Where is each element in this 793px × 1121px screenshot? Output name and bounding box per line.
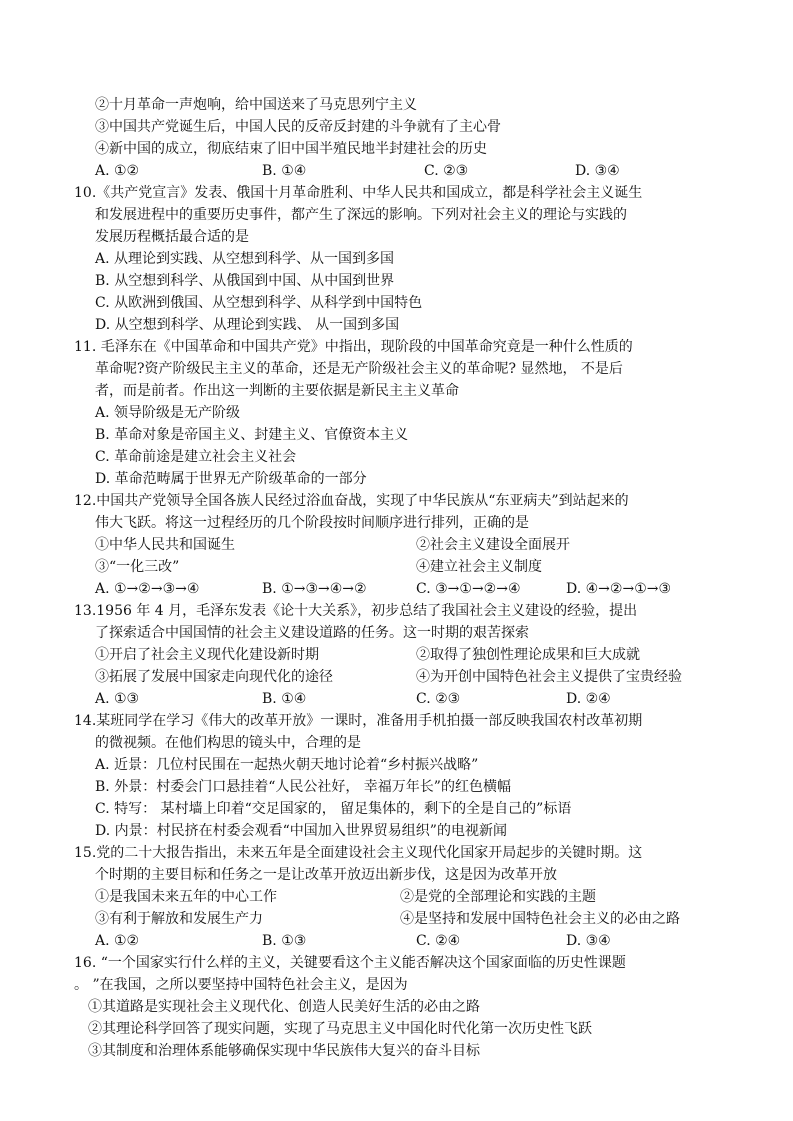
q9-statement-3: ③中国共产党诞生后，中国人民的反帝反封建的斗争就有了主心骨: [95, 119, 501, 135]
q14-option-d: D. 内景：村民挤在村委会观看“中国加入世界贸易组织”的电视新闻: [95, 823, 507, 839]
q15-statement-4: ④是坚持和发展中国特色社会主义的必由之路: [400, 911, 680, 927]
q12-statement-4: ④建立社会主义制度: [416, 559, 542, 575]
q14-stem-line2: 的微视频。在他们构思的镜头中，合理的是: [95, 735, 361, 751]
q10-stem-line1: 10.《共产党宣言》发表、俄国十月革命胜利、中华人民共和国成立，都是科学社会主义诞生: [74, 185, 643, 201]
q11-option-a: A. 领导阶级是无产阶级: [95, 405, 241, 421]
q11-stem-line1: 11. 毛泽东在《中国革命和中国共产党》中指出，现阶段的中国革命究竟是一种什么性质的: [74, 339, 633, 355]
q15-option-c: C. ②④: [416, 933, 461, 949]
q12-option-c: C. ③→①→②→④: [416, 581, 521, 597]
q14-option-a: A. 近景：几位村民围在一起热火朝天地讨论着“乡村振兴战略”: [95, 757, 479, 773]
q16-statement-1: ①其道路是实现社会主义现代化、创造人民美好生活的必由之路: [88, 999, 480, 1015]
q13-statement-3: ③拓展了发展中国家走向现代化的途径: [95, 669, 333, 685]
q15-option-b: B. ①③: [262, 933, 307, 949]
q12-stem-line2: 伟大飞跃。将这一过程经历的几个阶段按时间顺序进行排列，正确的是: [95, 515, 529, 531]
q11-stem-line2: 革命呢?资产阶级民主主义的革命，还是无产阶级社会主义的革命呢? 显然地， 不是后: [95, 361, 623, 377]
q11-option-c: C. 革命前途是建立社会主义社会: [95, 449, 297, 465]
q15-statement-2: ②是党的全部理论和实践的主题: [400, 889, 596, 905]
q10-option-c: C. 从欧洲到俄国、从空想到科学、从科学到中国特色: [95, 295, 423, 311]
q10-stem-line3: 发展历程概括最合适的是: [95, 229, 249, 245]
q12-option-b: B. ①→③→④→②: [262, 581, 367, 597]
q16-stem-line2: 。 ”在我国，之所以要坚持中国特色社会主义，是因为: [74, 977, 408, 993]
q13-option-c: C. ②③: [416, 691, 461, 707]
q9-statement-4: ④新中国的成立，彻底结束了旧中国半殖民地半封建社会的历史: [95, 141, 487, 157]
q15-option-d: D. ③④: [566, 933, 611, 949]
q11-option-d: D. 革命范畴属于世界无产阶级革命的一部分: [95, 471, 367, 487]
q9-option-b: B. ①④: [262, 163, 307, 179]
q12-option-d: D. ④→②→①→③: [566, 581, 672, 597]
q13-statement-1: ①开启了社会主义现代化建设新时期: [95, 647, 319, 663]
q10-option-a: A. 从理论到实践、从空想到科学、从一国到多国: [95, 251, 395, 267]
q11-stem-line3: 者，而是前者。作出这一判断的主要依据是新民主主义革命: [95, 383, 459, 399]
q14-option-b: B. 外景：村委会门口悬挂着“人民公社好， 幸福万年长”的红色横幅: [95, 779, 511, 795]
q12-statement-1: ①中华人民共和国诞生: [95, 537, 235, 553]
q15-stem-line1: 15.党的二十大报告指出，未来五年是全面建设社会主义现代化国家开局起步的关键时期。这: [74, 845, 643, 861]
q13-option-b: B. ①④: [262, 691, 307, 707]
q9-option-d: D. ③④: [575, 163, 620, 179]
q15-option-a: A. ①②: [95, 933, 140, 949]
q12-stem-line1: 12.中国共产党领导全国各族人民经过浴血奋战，实现了中华民族从“东亚病夫”到站起来的: [74, 493, 629, 509]
q10-option-d: D. 从空想到科学、从理论到实践、 从一国到多国: [95, 317, 400, 333]
q15-statement-3: ③有利于解放和发展生产力: [95, 911, 263, 927]
q9-statement-2: ②十月革命一声炮响，给中国送来了马克思列宁主义: [95, 97, 417, 113]
q13-stem-line1: 13.1956 年 4 月，毛泽东发表《论十大关系》，初步总结了我国社会主义建设的经验，提出: [74, 603, 638, 619]
q13-option-a: A. ①③: [95, 691, 140, 707]
q10-stem-line2: 和发展进程中的重要历史事件，都产生了深远的影响。下列对社会主义的理论与实践的: [95, 207, 627, 223]
q14-stem-line1: 14.某班同学在学习《伟大的改革开放》一课时，准备用手机拍摄一部反映我国农村改革初期: [74, 713, 643, 729]
q12-option-a: A. ①→②→③→④: [95, 581, 200, 597]
q13-statement-4: ④为开创中国特色社会主义提供了宝贵经验: [416, 669, 682, 685]
q9-option-c: C. ②③: [424, 163, 469, 179]
q9-option-a: A. ①②: [95, 163, 140, 179]
q12-statement-3: ③“一化三改”: [95, 559, 180, 575]
q16-statement-3: ③其制度和治理体系能够确保实现中华民族伟大复兴的奋斗目标: [88, 1043, 480, 1059]
q11-option-b: B. 革命对象是帝国主义、封建主义、官僚资本主义: [95, 427, 409, 443]
q10-option-b: B. 从空想到科学、从俄国到中国、从中国到世界: [95, 273, 395, 289]
q13-statement-2: ②取得了独创性理论成果和巨大成就: [416, 647, 640, 663]
q13-option-d: D. ②④: [566, 691, 611, 707]
q15-statement-1: ①是我国未来五年的中心工作: [95, 889, 277, 905]
q14-option-c: C. 特写： 某村墙上印着“交足国家的， 留足集体的，剩下的全是自己的”标语: [95, 801, 572, 817]
q13-stem-line2: 了探索适合中国国情的社会主义建设道路的任务。这一时期的艰苦探索: [95, 625, 529, 641]
q12-statement-2: ②社会主义建设全面展开: [416, 537, 570, 553]
q16-stem-line1: 16. “一个国家实行什么样的主义，关键要看这个主义能否解决这个国家面临的历史性课题: [74, 955, 626, 971]
q15-stem-line2: 个时期的主要目标和任务之一是让改革开放迈出新步伐，这是因为改革开放: [95, 867, 557, 883]
q16-statement-2: ②其理论科学回答了现实问题，实现了马克思主义中国化时代化第一次历史性飞跃: [88, 1021, 592, 1037]
